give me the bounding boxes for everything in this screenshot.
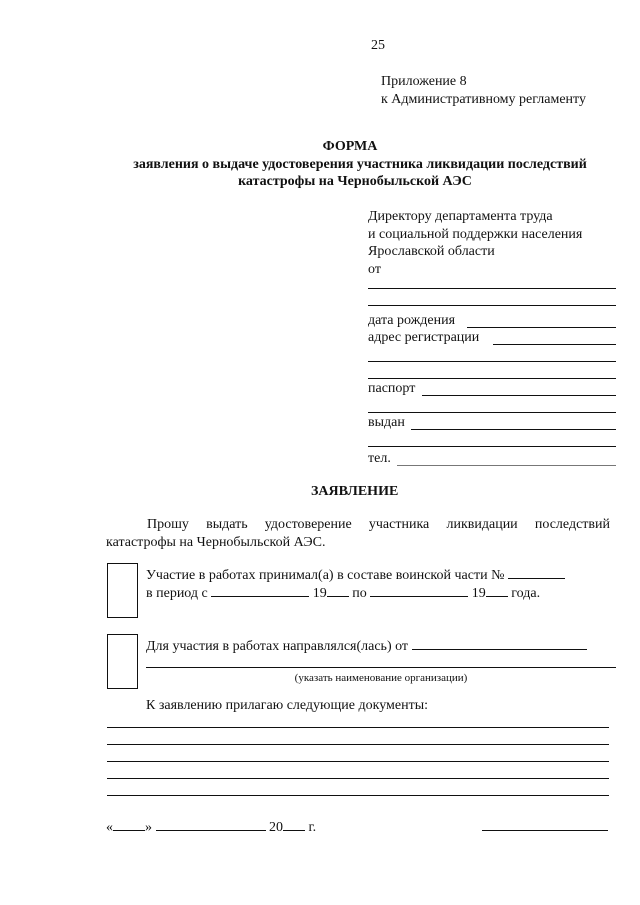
attachments-label: К заявлению прилагаю следующие документы: — [146, 698, 429, 713]
unit-number-field[interactable] — [508, 566, 565, 579]
year-suffix: г. — [308, 820, 317, 835]
birth-date-label: дата рождения — [368, 313, 456, 328]
military-unit-row — [146, 566, 565, 584]
attachments-line5[interactable] — [107, 795, 609, 796]
date-row — [106, 818, 316, 836]
passport-field-line1[interactable] — [422, 395, 616, 396]
birth-date-field[interactable] — [467, 327, 616, 328]
addressee-line2: и социальной поддержки населения — [368, 227, 583, 242]
period-prefix: в период с — [146, 586, 208, 601]
military-unit-checkbox[interactable] — [107, 563, 138, 618]
quote-close: » — [145, 820, 152, 835]
year-field[interactable] — [283, 818, 305, 831]
organization-hint: (указать наименование организации) — [294, 672, 468, 684]
period-start-field[interactable] — [211, 584, 309, 597]
address-field-line1[interactable] — [493, 344, 616, 345]
period-row — [146, 584, 540, 602]
request-text-line2: катастрофы на Чернобыльской АЭС. — [106, 535, 326, 550]
address-field-line3[interactable] — [368, 378, 616, 379]
phone-label: тел. — [368, 451, 391, 466]
organization-text: Для участия в работах направлялся(лась) от — [146, 639, 409, 654]
from-field-line2[interactable] — [368, 305, 616, 306]
issued-label: выдан — [368, 415, 405, 430]
period-start-year-prefix: 19 — [312, 586, 327, 601]
address-label: адрес регистрации — [368, 330, 480, 345]
appendix-reference: к Административному регламенту — [381, 92, 586, 107]
issued-field-line1[interactable] — [411, 429, 616, 430]
passport-field-line2[interactable] — [368, 412, 616, 413]
military-unit-text: Участие в работах принимал(а) в составе воинской части № — [146, 568, 505, 583]
period-start-year-field[interactable] — [327, 584, 349, 597]
from-label: от — [368, 262, 381, 277]
attachments-line2[interactable] — [107, 744, 609, 745]
attachments-line3[interactable] — [107, 761, 609, 762]
from-field-line1[interactable] — [368, 288, 616, 289]
request-text-line1: Прошу выдать удостоверение участника ликвидации последствий — [147, 517, 610, 532]
statement-heading: ЗАЯВЛЕНИЕ — [311, 484, 399, 499]
address-field-line2[interactable] — [368, 361, 616, 362]
month-field[interactable] — [156, 818, 266, 831]
form-title: ФОРМА — [322, 139, 378, 154]
period-end-year-field[interactable] — [486, 584, 508, 597]
organization-checkbox[interactable] — [107, 634, 138, 689]
page-number: 25 — [371, 38, 385, 53]
organization-field-line2[interactable] — [146, 667, 616, 668]
period-by: по — [352, 586, 367, 601]
form-subtitle-line2: катастрофы на Чернобыльской АЭС — [238, 174, 472, 189]
organization-row — [146, 637, 587, 655]
addressee-line3: Ярославской области — [368, 244, 495, 259]
organization-field-line1[interactable] — [412, 637, 587, 650]
attachments-line1[interactable] — [107, 727, 609, 728]
phone-field[interactable] — [397, 465, 616, 466]
attachments-line4[interactable] — [107, 778, 609, 779]
period-suffix: года. — [511, 586, 541, 601]
form-subtitle-line1: заявления о выдаче удостоверения участника ликвидации последствий — [133, 157, 587, 172]
addressee-line1: Директору департамента труда — [368, 209, 553, 224]
signature-field[interactable] — [482, 830, 608, 831]
day-field[interactable] — [113, 818, 145, 831]
period-end-year-prefix: 19 — [471, 586, 486, 601]
passport-label: паспорт — [368, 381, 416, 396]
issued-field-line2[interactable] — [368, 446, 616, 447]
appendix-label: Приложение 8 — [381, 74, 467, 89]
period-end-field[interactable] — [370, 584, 468, 597]
quote-open: « — [106, 820, 113, 835]
year-prefix: 20 — [269, 820, 283, 835]
